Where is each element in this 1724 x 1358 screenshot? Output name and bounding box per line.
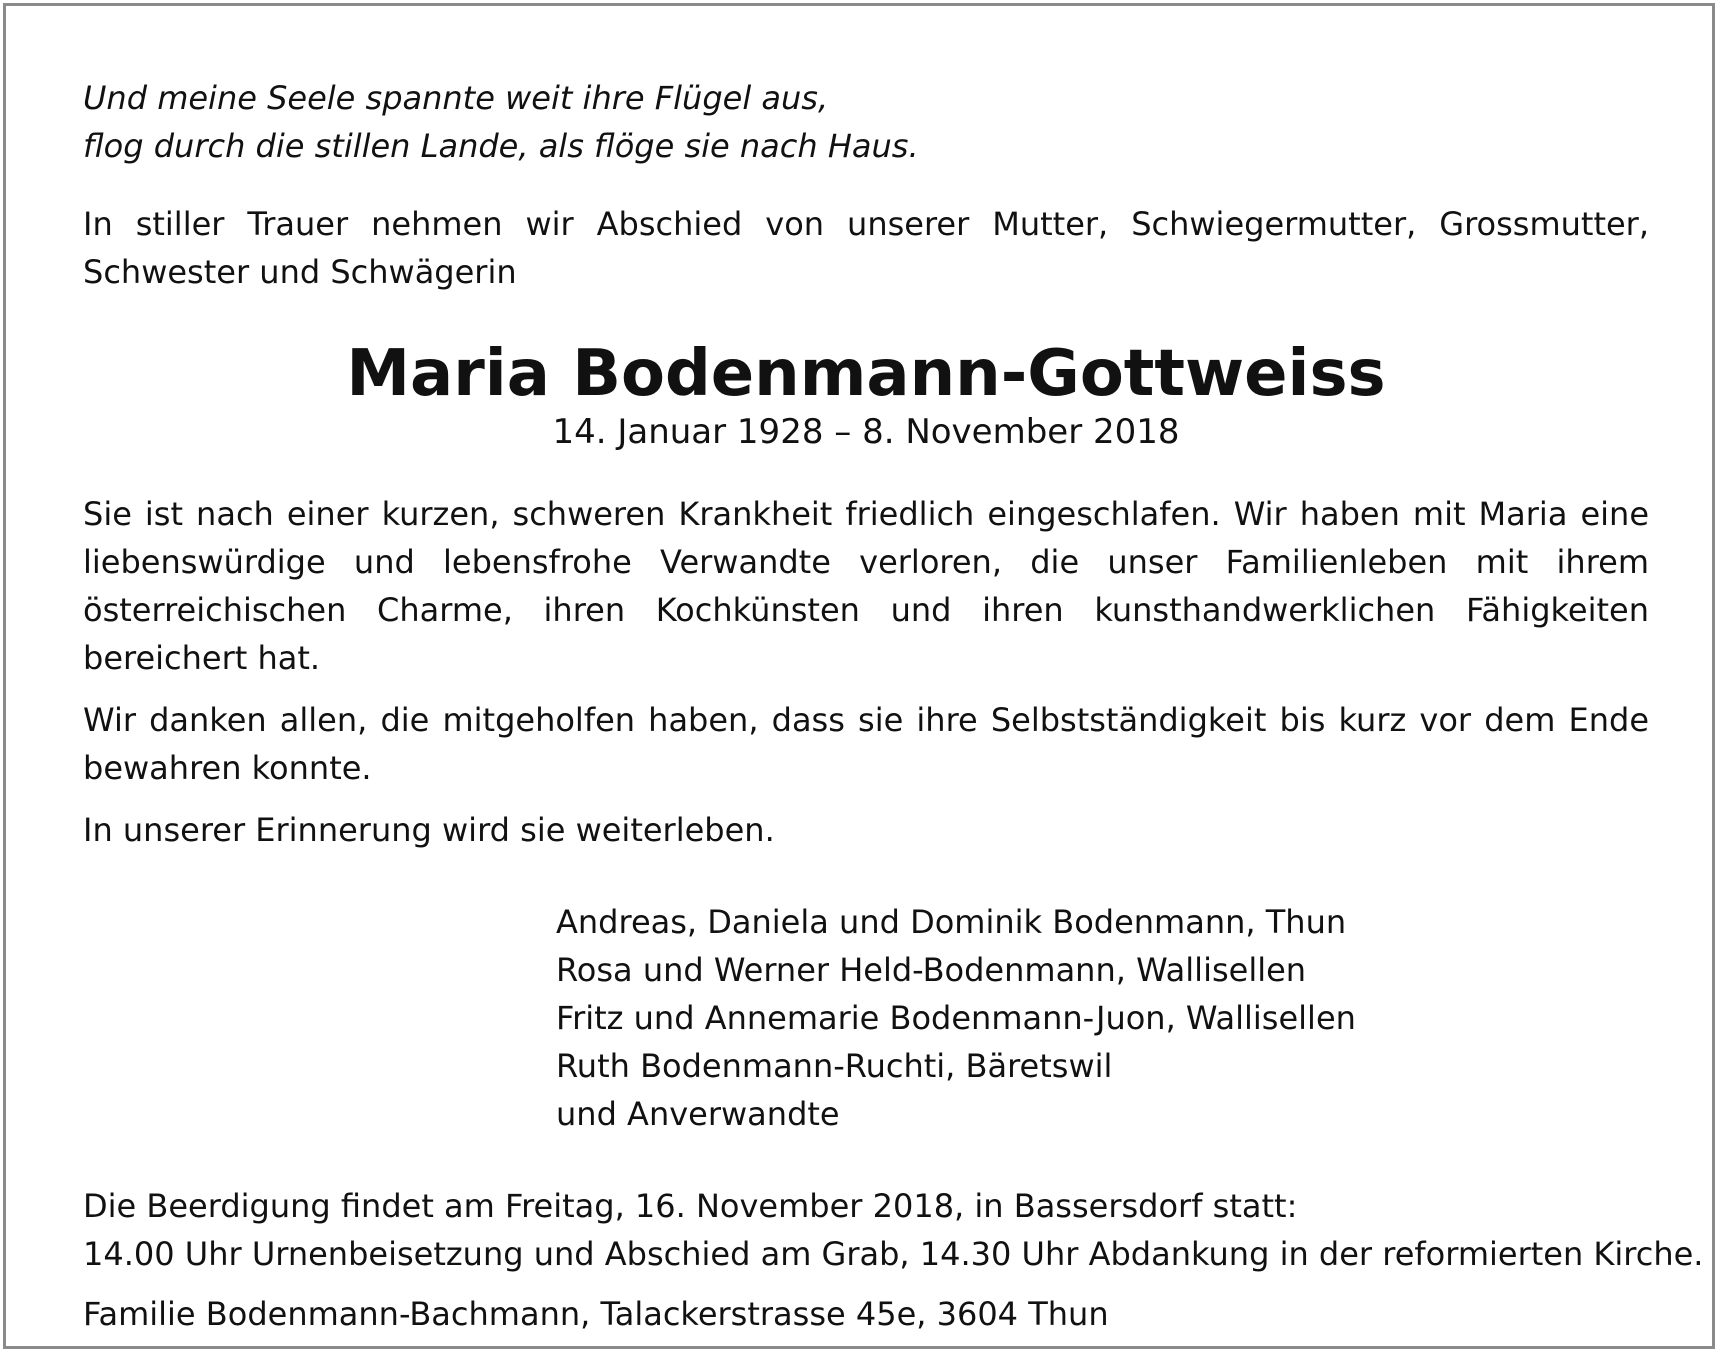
paragraph-memory: In unserer Erinnerung wird sie weiterleben. — [83, 811, 775, 849]
funeral-info — [83, 1182, 1704, 1278]
funeral-line-1: Die Beerdigung findet am Freitag, 16. November 2018, in Bassersdorf statt: — [83, 1187, 1298, 1225]
signer-line: Rosa und Werner Held-Bodenmann, Wallisellen — [556, 951, 1307, 989]
paragraph-tribute: Sie ist nach einer kurzen, schweren Krankheit friedlich eingeschlafen. Wir haben mit Maria eine liebenswürdige und lebensfrohe Verwandte verloren, die unser Familienleben mit ihrem österreichischen Charme, ihren Kochkünsten und ihren kunsthandwerklichen Fähigkeiten bereichert hat. — [83, 495, 1649, 677]
signer-line: und Anverwandte — [556, 1095, 840, 1133]
motto-verse — [83, 74, 1649, 170]
obituary-frame — [3, 3, 1715, 1349]
life-dates: 14. Januar 1928 – 8. November 2018 — [552, 412, 1180, 452]
funeral-line-2: 14.00 Uhr Urnenbeisetzung und Abschied am Grab, 14.30 Uhr Abdankung in der reformierten Kirche. — [83, 1235, 1704, 1273]
signer-line: Ruth Bodenmann-Ruchti, Bäretswil — [556, 1047, 1113, 1085]
intro-text: In stiller Trauer nehmen wir Abschied von unserer Mutter, Schwiegermutter, Grossmutter, Schwester und Schwägerin — [83, 205, 1649, 291]
motto-line-2: flog durch die stillen Lande, als flöge sie nach Haus. — [83, 127, 919, 165]
family-address: Familie Bodenmann-Bachmann, Talackerstrasse 45e, 3604 Thun — [83, 1295, 1109, 1333]
motto-line-1: Und meine Seele spannte weit ihre Flügel aus, — [83, 79, 829, 117]
deceased-name: Maria Bodenmann-Gottweiss — [346, 337, 1386, 411]
signer-line: Fritz und Annemarie Bodenmann-Juon, Wallisellen — [556, 999, 1356, 1037]
paragraph-thanks: Wir danken allen, die mitgeholfen haben, dass sie ihre Selbstständigkeit bis kurz vor dem Ende bewahren konnte. — [83, 701, 1649, 787]
signers-list — [556, 898, 1649, 1138]
signer-line: Andreas, Daniela und Dominik Bodenmann, Thun — [556, 903, 1347, 941]
obituary-content — [83, 74, 1704, 1338]
